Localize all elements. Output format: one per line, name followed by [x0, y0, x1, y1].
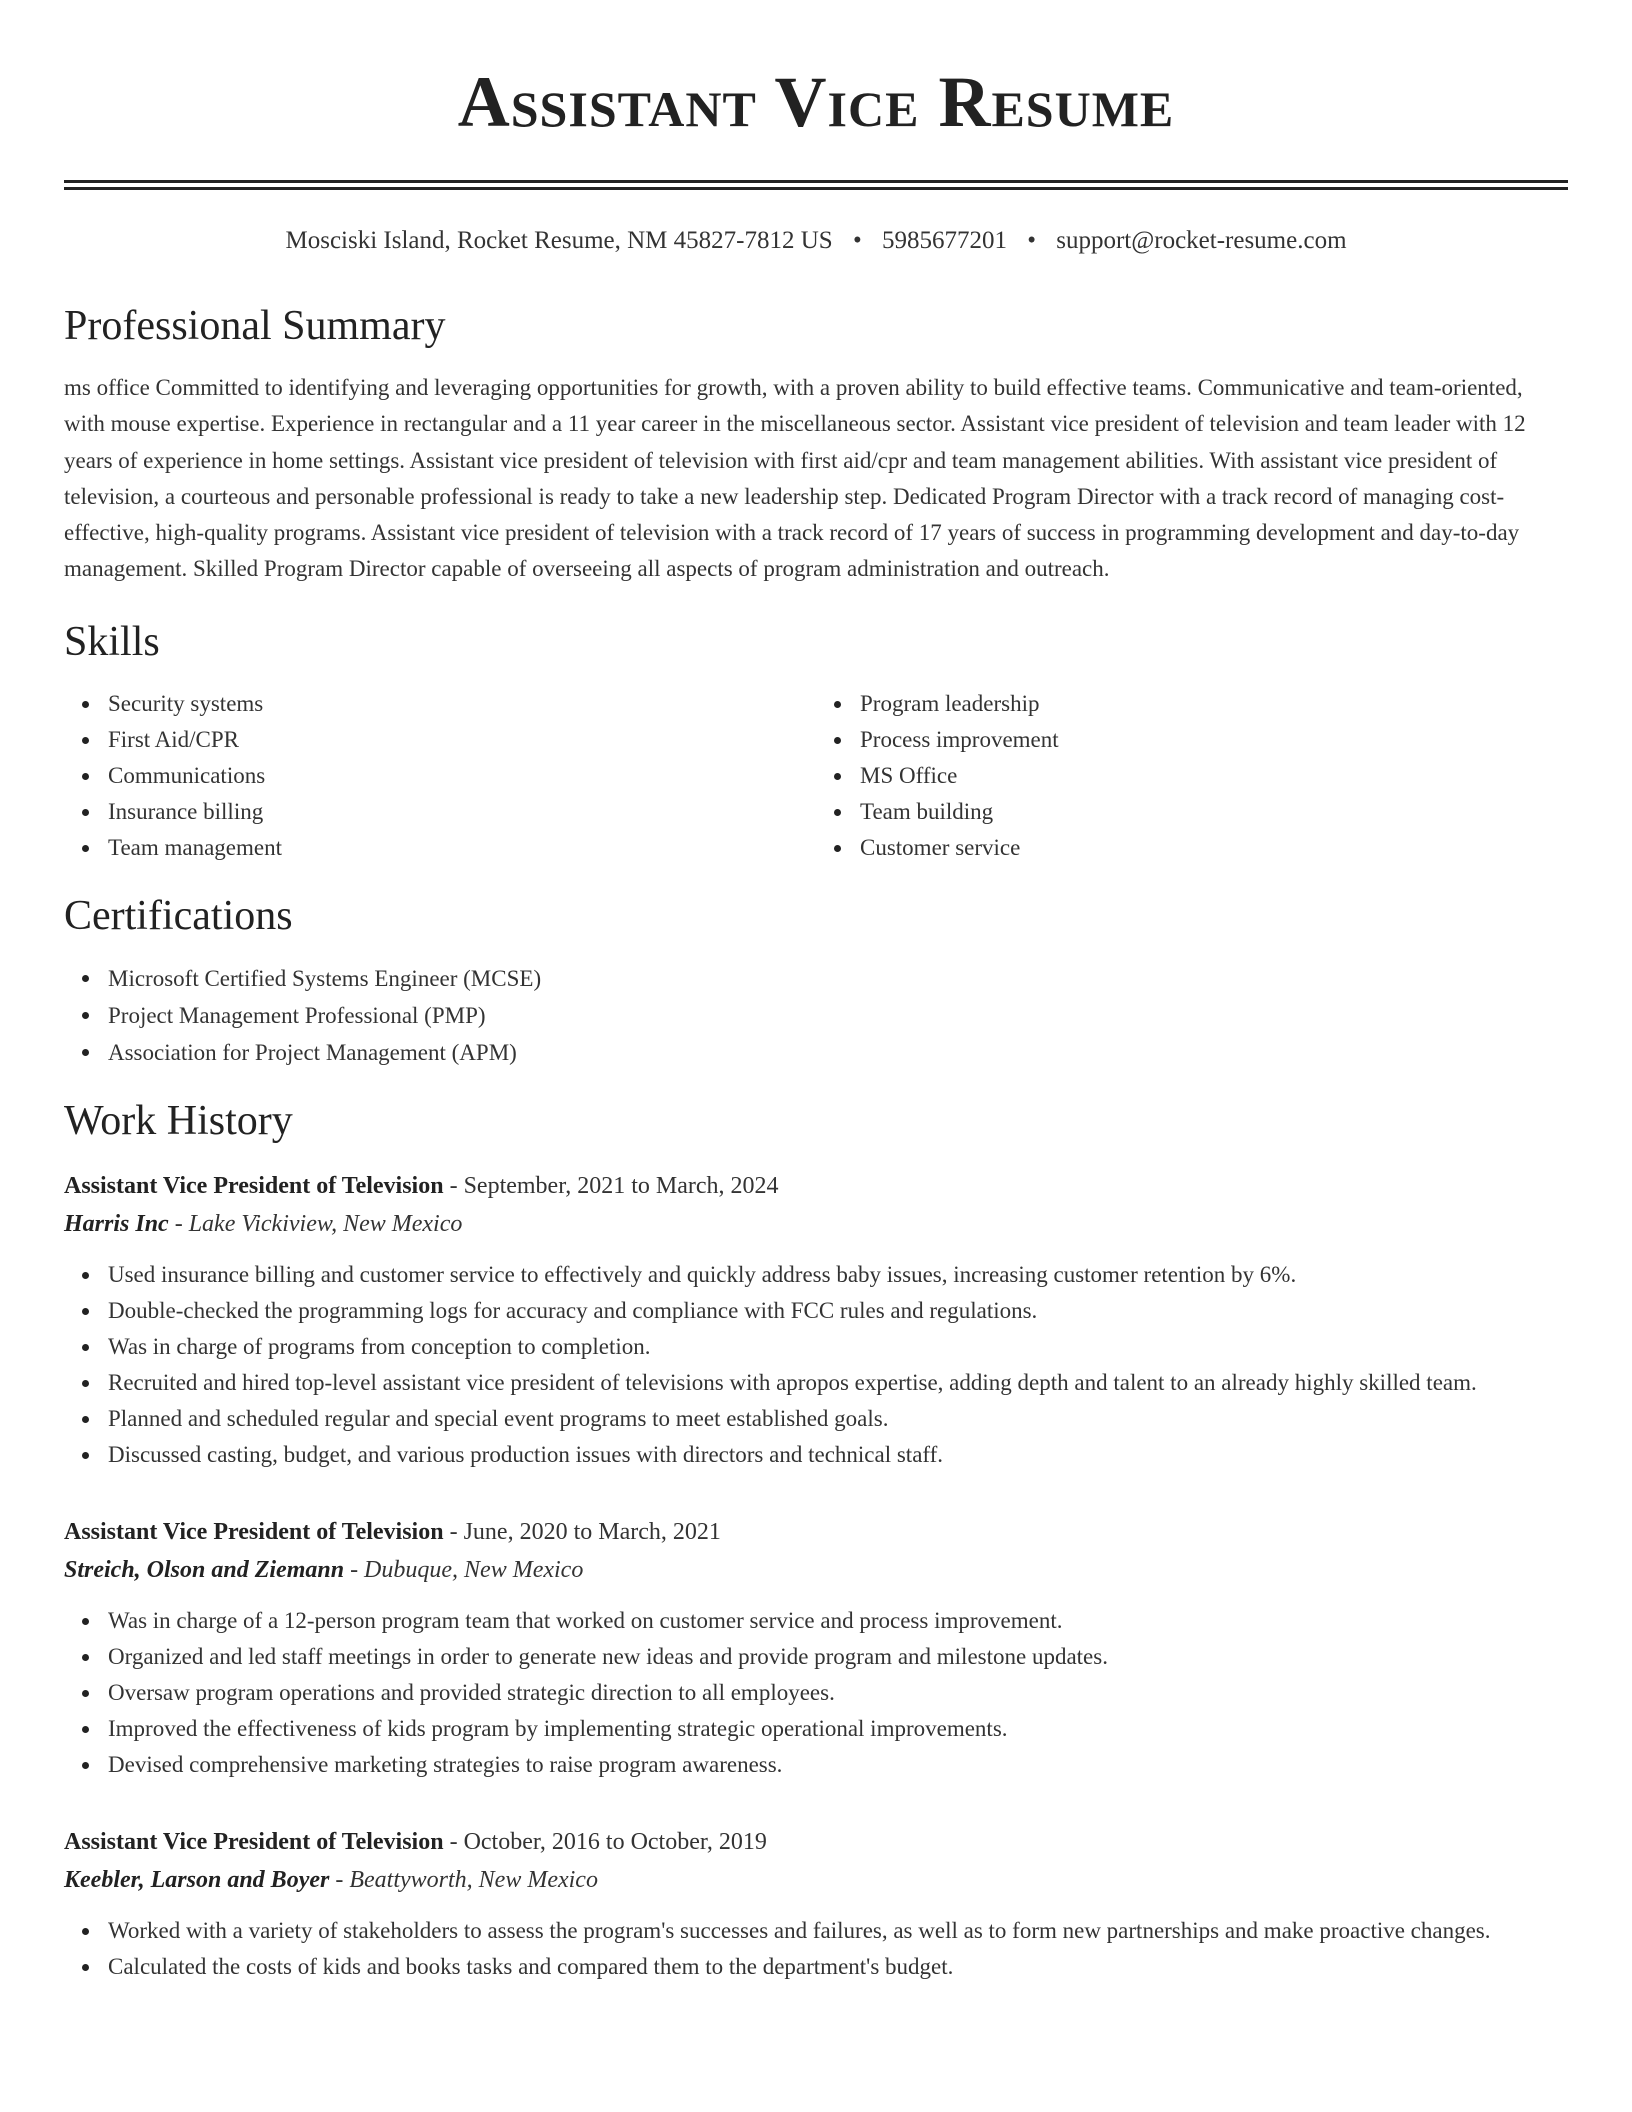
job-duty-item: Worked with a variety of stakeholders to assess the program's successes and failures, as well as to form new partnerships and make proactive changes.: [108, 1913, 1568, 1949]
job-employer-line: [64, 1861, 1568, 1899]
professional-summary-section: [64, 300, 1568, 588]
certifications-list: [64, 960, 1568, 1071]
contact-phone: 5985677201: [881, 227, 1007, 254]
job-header: [64, 1167, 1568, 1205]
job-duty-item: Organized and led staff meetings in order to generate new ideas and provide program and milestone updates.: [108, 1639, 1568, 1675]
job-dates: - September, 2021 to March, 2024: [443, 1172, 779, 1199]
contact-line: [64, 224, 1568, 258]
contact-separator: •: [852, 227, 862, 254]
section-heading-certifications: Certifications: [64, 892, 293, 939]
resume-page: [64, 0, 1568, 1985]
job-duty-item: Was in charge of programs from conception to completion.: [108, 1329, 1568, 1365]
work-history-section: [64, 1095, 1568, 1985]
job-duties-list: [64, 1913, 1568, 1985]
job-title: Assistant Vice President of Television: [64, 1518, 444, 1545]
section-heading-skills: Skills: [64, 618, 160, 665]
certification-item: Microsoft Certified Systems Engineer (MCSE): [108, 960, 1568, 997]
resume-title: Assistant Vice Resume: [457, 62, 1175, 142]
skill-item: Team building: [860, 794, 1568, 830]
job-header: [64, 1513, 1568, 1551]
job-dates: - June, 2020 to March, 2021: [443, 1518, 721, 1545]
skill-item: Security systems: [108, 686, 816, 722]
skills-list-left: [64, 686, 816, 866]
certification-item: Project Management Professional (PMP): [108, 997, 1568, 1034]
job-location: - Lake Vickiview, New Mexico: [168, 1210, 463, 1237]
job-dates: - October, 2016 to October, 2019: [443, 1828, 767, 1855]
skill-item: Communications: [108, 758, 816, 794]
job-duties-list: [64, 1603, 1568, 1783]
skill-item: MS Office: [860, 758, 1568, 794]
skills-section: [64, 616, 1568, 866]
job-entry: [64, 1167, 1568, 1473]
job-employer-line: [64, 1551, 1568, 1589]
job-entry: [64, 1513, 1568, 1783]
skill-item: Insurance billing: [108, 794, 816, 830]
job-duty-item: Recruited and hired top-level assistant vice president of televisions with apropos expertise, adding depth and talent to an already highly skilled team.: [108, 1365, 1568, 1401]
skills-list-right: [816, 686, 1568, 866]
contact-address: Mosciski Island, Rocket Resume, NM 45827-7812 US: [285, 227, 833, 254]
skill-item: First Aid/CPR: [108, 722, 816, 758]
job-entry: [64, 1823, 1568, 1985]
section-heading-work-history: Work History: [64, 1097, 293, 1144]
skill-item: Program leadership: [860, 686, 1568, 722]
job-duty-item: Planned and scheduled regular and special event programs to meet established goals.: [108, 1401, 1568, 1437]
job-duty-item: Discussed casting, budget, and various production issues with directors and technical staff.: [108, 1437, 1568, 1473]
job-duty-item: Double-checked the programming logs for accuracy and compliance with FCC rules and regulations.: [108, 1293, 1568, 1329]
job-title: Assistant Vice President of Television: [64, 1828, 444, 1855]
job-title: Assistant Vice President of Television: [64, 1172, 444, 1199]
job-duty-item: Oversaw program operations and provided strategic direction to all employees.: [108, 1675, 1568, 1711]
job-employer-line: [64, 1205, 1568, 1243]
job-duty-item: Used insurance billing and customer service to effectively and quickly address baby issues, increasing customer retention by 6%.: [108, 1257, 1568, 1293]
summary-text: ms office Committed to identifying and leveraging opportunities for growth, with a proven ability to build effective teams. Communicative and team-oriented, with mouse expertise. Experience in rectangular and a 11 year career in the miscellaneous sector. Assistant vice president of television and team leader with 12 years of experience in home settings. Assistant vice president of television with first aid/cpr and team management abilities. With assistant vice president of television, a courteous and personable professional is ready to take a new leadership step. Dedicated Program Director with a track record of managing cost-effective, high-quality programs. Assistant vice president of television with a track record of 17 years of success in programming development and day-to-day management. Skilled Program Director capable of overseeing all aspects of program administration and outreach.: [64, 375, 1526, 582]
skill-item: Process improvement: [860, 722, 1568, 758]
skill-item: Customer service: [860, 830, 1568, 866]
job-duty-item: Devised comprehensive marketing strategies to raise program awareness.: [108, 1747, 1568, 1783]
certifications-section: [64, 890, 1568, 1071]
contact-email: support@rocket-resume.com: [1056, 227, 1347, 254]
contact-separator: •: [1027, 227, 1036, 254]
job-header: [64, 1823, 1568, 1861]
job-duty-item: Improved the effectiveness of kids program by implementing strategic operational improvements.: [108, 1711, 1568, 1747]
job-company: Harris Inc: [64, 1210, 169, 1237]
certification-item: Association for Project Management (APM): [108, 1034, 1568, 1071]
job-duty-item: Calculated the costs of kids and books tasks and compared them to the department's budget.: [108, 1949, 1568, 1985]
job-duties-list: [64, 1257, 1568, 1473]
job-duty-item: Was in charge of a 12-person program team that worked on customer service and process improvement.: [108, 1603, 1568, 1639]
job-company: Streich, Olson and Ziemann: [64, 1556, 345, 1583]
job-company: Keebler, Larson and Boyer: [64, 1866, 330, 1893]
title-double-rule: [64, 180, 1568, 190]
section-heading-summary: Professional Summary: [64, 303, 446, 349]
job-location: - Dubuque, New Mexico: [344, 1556, 584, 1583]
skills-columns: [64, 686, 1568, 866]
job-location: - Beattyworth, New Mexico: [329, 1866, 598, 1893]
skill-item: Team management: [108, 830, 816, 866]
